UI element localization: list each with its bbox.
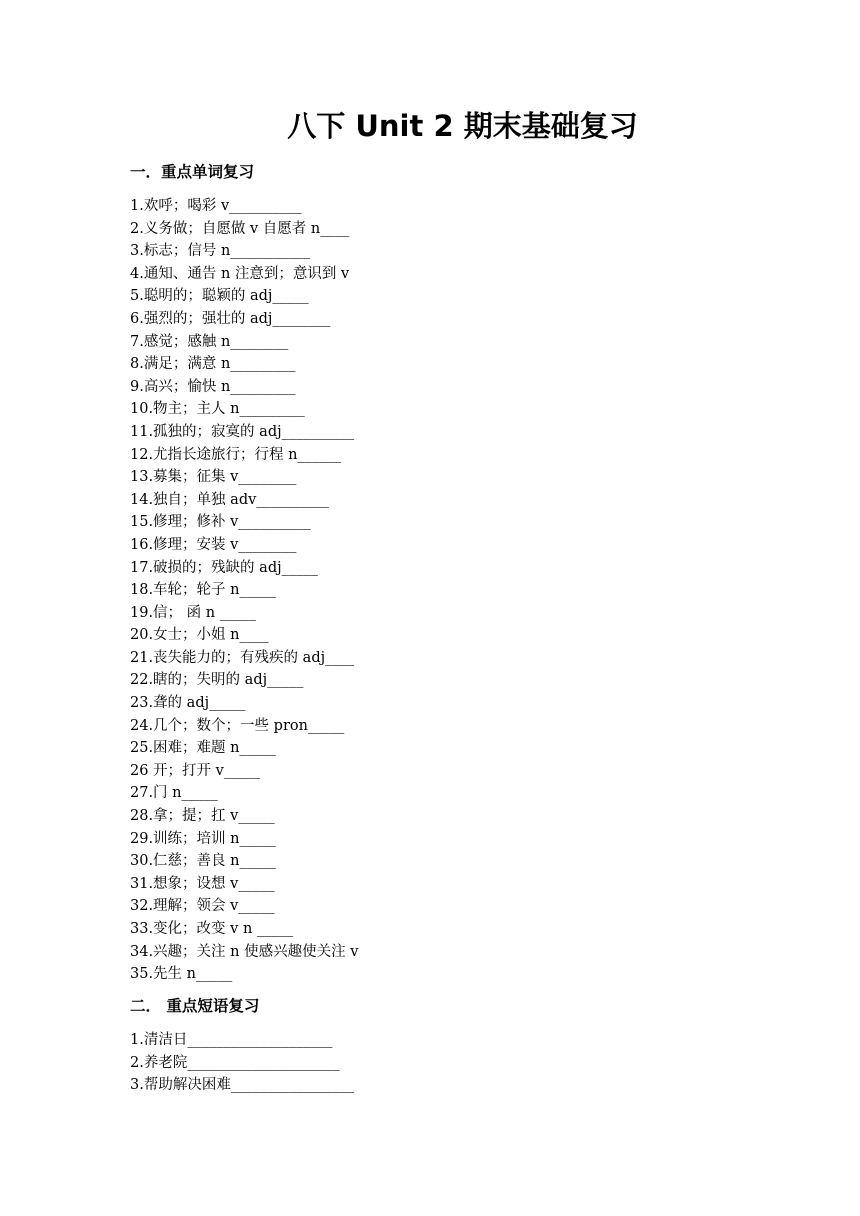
- list-item: 5.聪明的；聪颖的 adj_____: [130, 288, 309, 305]
- list-item: 28.拿；提；扛 v_____: [130, 808, 275, 825]
- list-item: 19.信； 函 n _____: [130, 604, 256, 621]
- list-item: 13.募集；征集 v________: [130, 469, 297, 486]
- section-heading-phrases: 二． 重点短语复习: [130, 997, 260, 1015]
- list-item: 7.感觉；感触 n________: [130, 333, 289, 350]
- list-item: 1.清洁日____________________: [130, 1032, 333, 1048]
- list-item: 20.女士；小姐 n____: [130, 627, 269, 644]
- list-item: 3.标志；信号 n___________: [130, 243, 311, 260]
- list-item: 32.理解；领会 v_____: [130, 898, 275, 915]
- list-item: 18.车轮；轮子 n_____: [130, 582, 276, 599]
- list-item: 34.兴趣；关注 n 使感兴趣使关注 v: [130, 943, 359, 960]
- list-item: 2.养老院_____________________: [130, 1054, 340, 1071]
- list-item: 8.满足；满意 n_________: [130, 356, 296, 373]
- document-title: 八下 Unit 2 期末基础复习: [287, 109, 638, 143]
- list-item: 10.物主；主人 n_________: [130, 401, 305, 418]
- phrase-list: [130, 1029, 354, 1097]
- list-item: 31.想象；设想 v_____: [130, 875, 275, 892]
- list-item: 1.欢呼；喝彩 v__________: [130, 198, 302, 214]
- list-item: 25.困难；难题 n_____: [130, 740, 276, 757]
- list-item: 33.变化；改变 v n _____: [130, 921, 294, 937]
- list-item: 30.仁慈；善良 n_____: [130, 853, 276, 870]
- list-item: 26 开；打开 v_____: [130, 762, 261, 779]
- list-item: 27.门 n_____: [130, 785, 218, 802]
- vocabulary-list: [130, 195, 358, 986]
- section-heading-vocabulary: 一．重点单词复习: [130, 163, 255, 181]
- list-item: 23.聋的 adj_____: [130, 695, 246, 712]
- list-item: 4.通知、通告 n 注意到；意识到 v: [130, 265, 350, 282]
- list-item: 21.丧失能力的；有残疾的 adj____: [130, 649, 355, 666]
- list-item: 9.高兴；愉快 n_________: [130, 378, 296, 395]
- list-item: 35.先生 n_____: [130, 966, 233, 983]
- list-item: 24.几个；数个；一些 pron_____: [130, 717, 345, 734]
- list-item: 3.帮助解决困难_________________: [130, 1077, 355, 1094]
- list-item: 15.修理；修补 v__________: [130, 514, 311, 531]
- list-item: 12.尤指长途旅行；行程 n______: [130, 446, 342, 463]
- list-item: 22.瞎的；失明的 adj_____: [130, 672, 304, 689]
- list-item: 11.孤独的；寂寞的 adj__________: [130, 423, 355, 440]
- list-item: 14.独自；单独 adv__________: [130, 491, 329, 508]
- list-item: 17.破损的；残缺的 adj_____: [130, 559, 318, 576]
- list-item: 16.修理；安装 v________: [130, 536, 297, 553]
- list-item: 2.义务做；自愿做 v 自愿者 n____: [130, 220, 350, 237]
- list-item: 6.强烈的；强壮的 adj________: [130, 310, 331, 327]
- list-item: 29.训练；培训 n_____: [130, 830, 276, 847]
